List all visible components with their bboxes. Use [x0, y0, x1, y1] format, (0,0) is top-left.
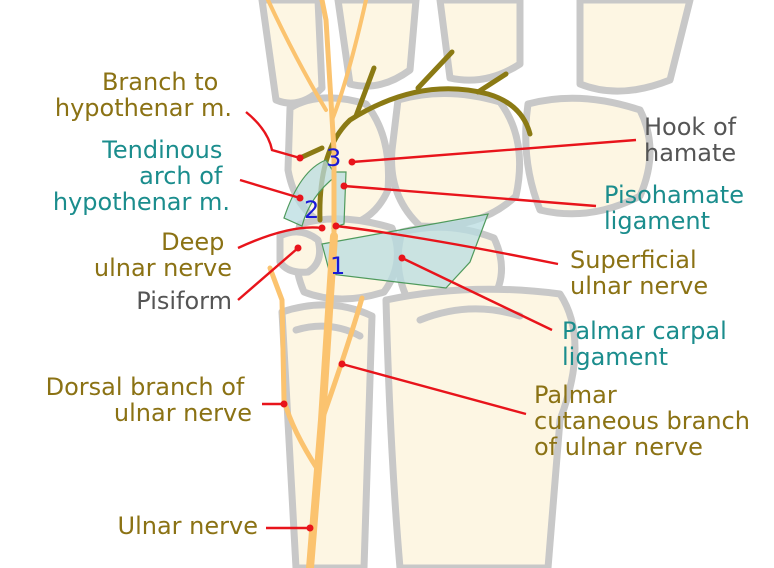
zone-number-2: 2 [304, 196, 320, 224]
label-tendinous-arch: Tendinous arch of hypothenar m. [52, 136, 230, 216]
leader-dot-dorsal [281, 401, 288, 408]
leader-dot-arch [297, 195, 304, 202]
label-dorsal-branch: Dorsal branch of ulnar nerve [45, 373, 252, 427]
leader-dot-superficial [333, 223, 340, 230]
metacarpal-2 [580, 0, 690, 91]
capitate-bone [392, 93, 520, 226]
leader-dot-pisiform [295, 245, 302, 252]
zone-number-3: 3 [326, 144, 342, 172]
leader-dot-ulnar [307, 525, 314, 532]
left-labels [46, 68, 258, 540]
metacarpal-3 [440, 0, 520, 80]
zone-number-1: 1 [330, 252, 346, 280]
leader-dot-palmar-cutaneous [339, 361, 346, 368]
leader-dot-palmar-carpal [399, 255, 406, 262]
leader-dot-branch [297, 155, 304, 162]
label-palmar-carpal-ligament: Palmar carpal ligament [562, 317, 727, 371]
leader-pisiform [238, 248, 298, 300]
label-branch-to-hypothenar: Branch to hypothenar m. [54, 68, 232, 122]
label-pisohamate-ligament: Pisohamate ligament [604, 181, 744, 235]
label-pisiform: Pisiform [136, 287, 232, 315]
label-superficial-ulnar-nerve: Superficial ulnar nerve [570, 246, 709, 300]
label-deep-ulnar-nerve: Deep ulnar nerve [93, 228, 232, 282]
label-hook-of-hamate: Hook of hamate [644, 113, 737, 167]
label-ulnar-nerve: Ulnar nerve [117, 512, 258, 540]
leader-dot-pisohamate [341, 183, 348, 190]
pisiform-bone [280, 232, 320, 272]
leader-dot-hook [349, 159, 356, 166]
metacarpal-4 [338, 0, 416, 86]
label-palmar-cutaneous-branch: Palmar cutaneous branch of ulnar nerve [534, 381, 750, 461]
leader-dot-deep [319, 225, 326, 232]
